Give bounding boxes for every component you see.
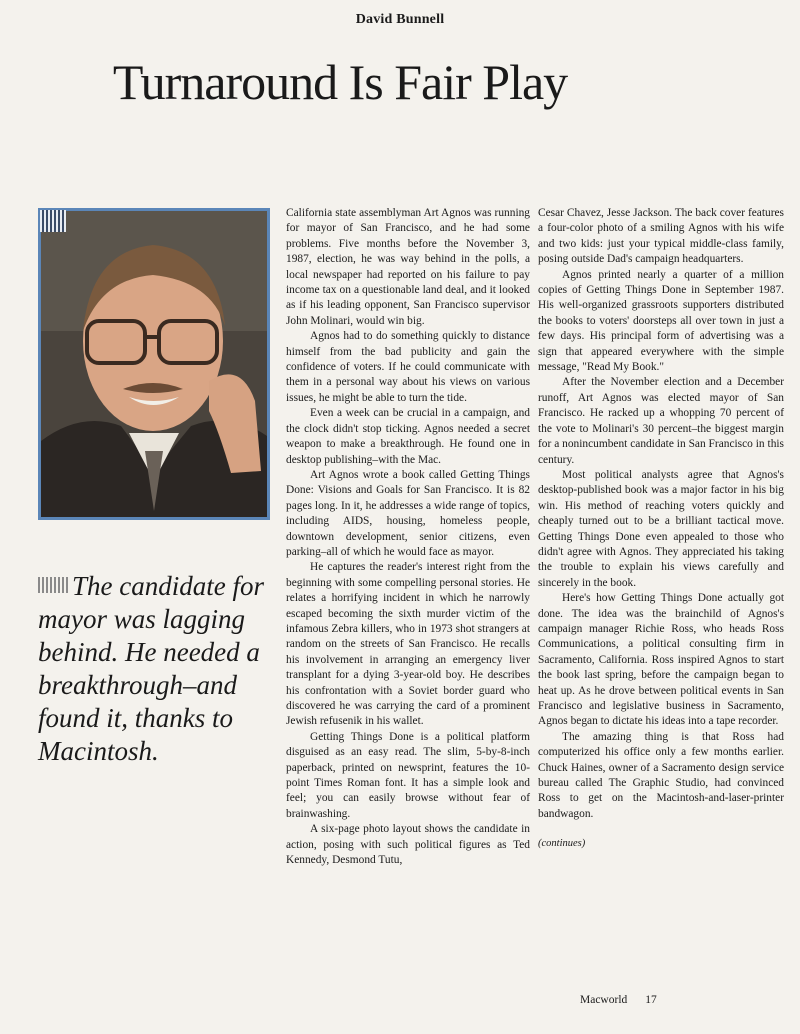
- paragraph: Here's how Getting Things Done actually got done. The idea was the brainchild of Agnos's campaign manager Richie Ross, who heads Ross Communications, a political consulting firm in Sacramento, California. Ross inspired Agnos to start the book last spring, before the campaign began to heat up. As he drove between political events in San Francisco and legislative business in Sacramento, Agnos began to dictate his ideas into a tape recorder.: [538, 592, 784, 728]
- paragraph: Cesar Chavez, Jesse Jackson. The back cover features a four-color photo of a smiling Agnos with his wife and two kids: just your typical middle-class family, posing outside Dad's campaign headquarters.: [538, 207, 784, 266]
- magazine-name: Macworld: [580, 994, 628, 1006]
- article-title: Turnaround Is Fair Play: [112, 54, 568, 110]
- paragraph: Getting Things Done is a political platform disguised as an easy read. The slim, 5-by-8-inch paperback, printed on newsprint, features the 10-point Times Roman font. It has a simple look and feel; you can easily browse without fear of brainwashing.: [286, 730, 530, 820]
- paragraph: Agnos printed nearly a quarter of a million copies of Getting Things Done in September 1987. His well-organized grassroots supporters distributed the books to voters' doorsteps all over town in just a few days. His principal form of advertising was a sign that appeared everywhere with the simple message, "Read My Book.": [538, 268, 784, 374]
- pull-quote-bars-icon: [38, 577, 68, 593]
- article-column-2: [538, 206, 784, 852]
- page-number: 17: [645, 994, 657, 1006]
- paragraph: A six-page photo layout shows the candidate in action, posing with such political figures as Ted Kennedy, Desmond Tutu,: [286, 823, 530, 867]
- paragraph: The amazing thing is that Ross had computerized his office only a few months earlier. Chuck Haines, owner of a Sacramento design service bureau called The Graphic Studio, had convinced Ross to get on the Macintosh-and-laser-printer bandwagon.: [538, 730, 784, 820]
- page-footer: [580, 994, 675, 1006]
- author-photo: [38, 208, 270, 520]
- photo-corner-bars: [40, 210, 66, 232]
- paragraph: After the November election and a December runoff, Art Agnos was elected mayor of San Francisco. He racked up a whopping 70 percent of the vote to Molinari's 30 percent–the biggest margin for a nonincumbent candidate in San Francisco in this century.: [538, 376, 784, 466]
- article-column-1: [286, 206, 530, 868]
- paragraph: Most political analysts agree that Agnos's desktop-published book was a major factor in his big win. His method of reaching voters quickly and cheaply turned out to be a brilliant tactical move. Getting Things Done even appealed to those who didn't agree with Agnos. They appreciated his taking the trouble to explain his views carefully and sincerely in the book.: [538, 468, 784, 589]
- pull-quote: [38, 570, 274, 768]
- paragraph: Art Agnos wrote a book called Getting Things Done: Visions and Goals for San Francisco. It is 82 pages long. In it, he addresses a wide range of topics, including AIDS, housing, homeless people, downtown development, senior citizens, even parking–all of which he would face as mayor.: [286, 468, 530, 558]
- pull-quote-text: The candidate for mayor was lagging behind. He needed a breakthrough–and found it, thanks to Macintosh.: [38, 571, 264, 766]
- continues-note: (continues): [538, 838, 586, 850]
- paragraph: California state assemblyman Art Agnos was running for mayor of San Francisco, and he had some problems. Five months before the November 3, 1987, election, he was way behind in the polls, a local newspaper had reported on his failure to pay income tax on a questionable land deal, and it looked as if his leading opponent, San Francisco supervisor John Molinari, would win big.: [286, 207, 530, 327]
- paragraph: Agnos had to do something quickly to distance himself from the bad publicity and gain the confidence of voters. If he could communicate with them in a personal way about his views on various issues, he might be able to turn the tide.: [286, 330, 530, 404]
- author-byline: David Bunnell: [355, 12, 445, 27]
- paragraph: Even a week can be crucial in a campaign, and the clock didn't stop ticking. Agnos needed a secret weapon to make a breakthrough. He found one in desktop publishing–with the Mac.: [286, 407, 530, 466]
- paragraph: He captures the reader's interest right from the beginning with some compelling personal stories. He relates a horrifying incident in which he narrowly escaped becoming the sixth murder victim of the infamous Zebra killers, who in 1973 shot strangers at random on the streets of San Francisco. He recalls his involvement in arranging an emergency liver transplant for a dying 3-year-old boy. He describes his confrontation with a Soviet border guard who discovered he was carrying the card of a prominent Jewish refusenik in his wallet.: [286, 561, 530, 728]
